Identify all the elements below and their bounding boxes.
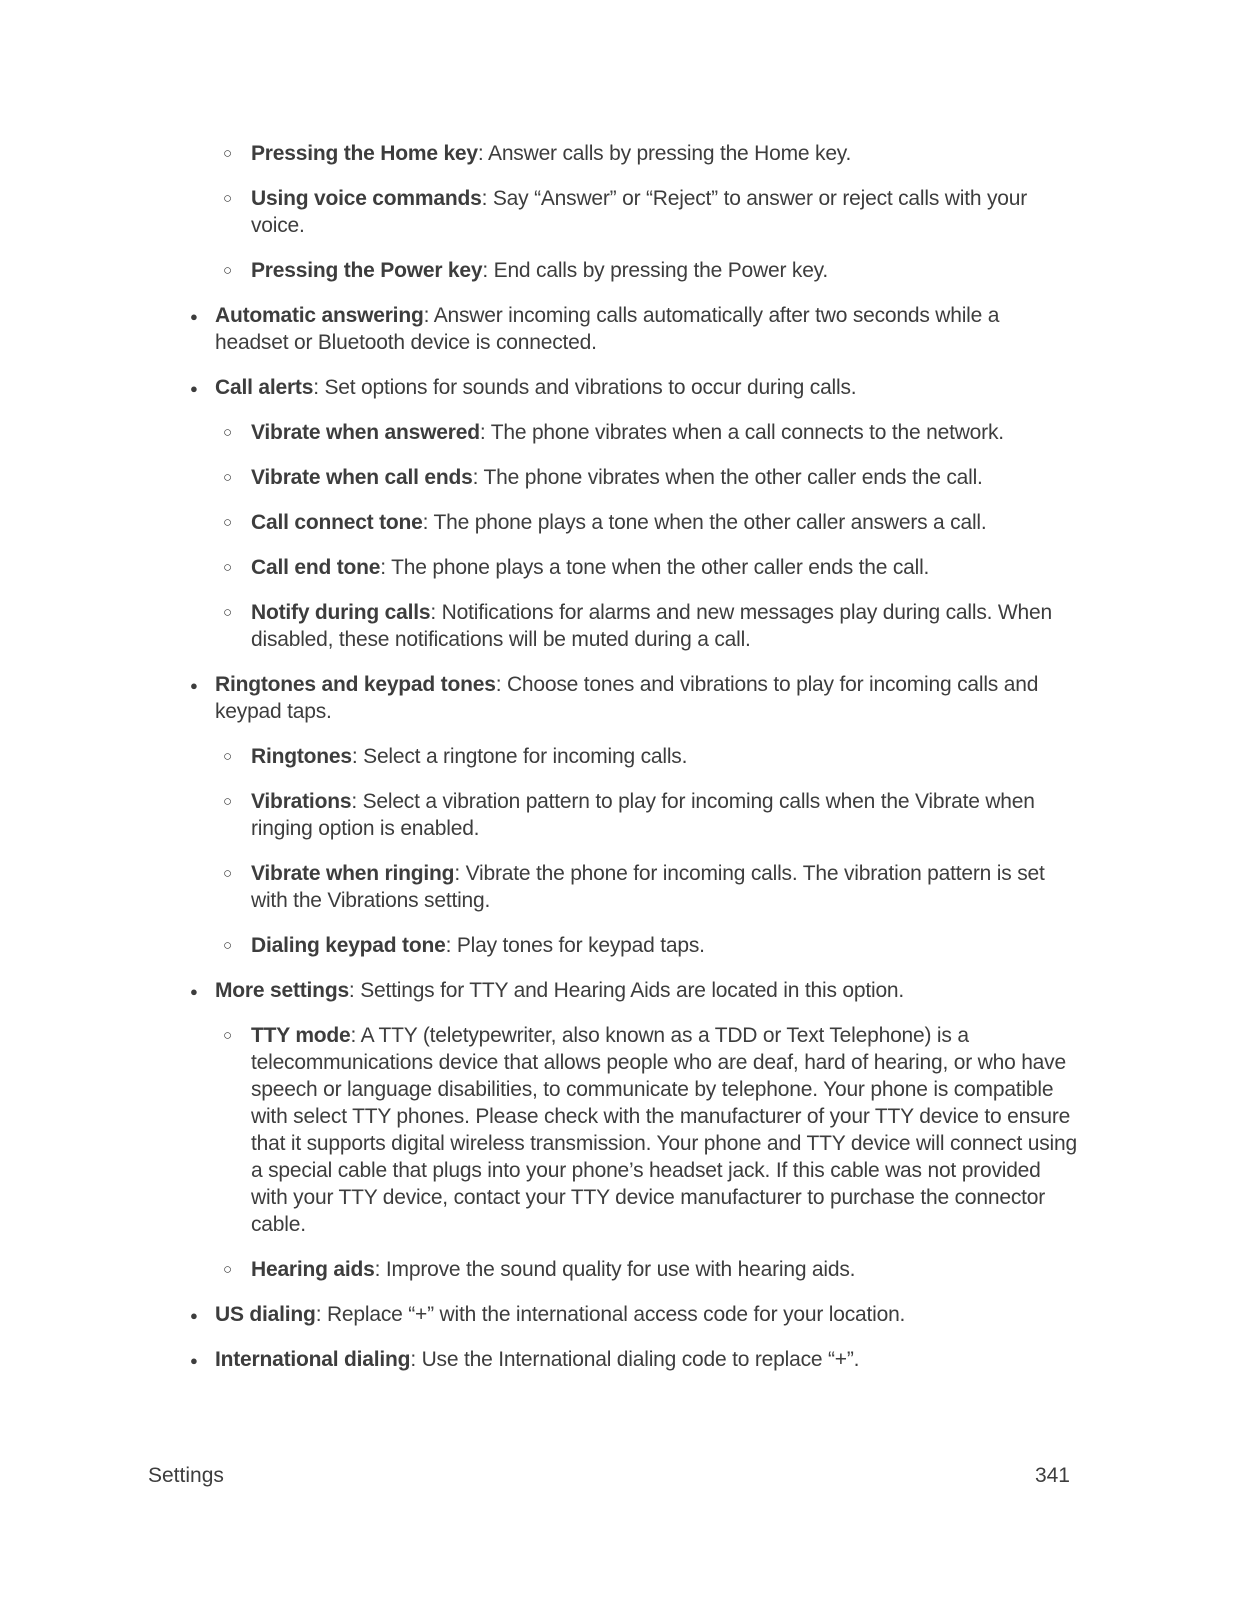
item-term: Ringtones: [251, 745, 352, 768]
list-item-notify-during-calls: [223, 599, 1079, 653]
item-term: International dialing: [215, 1348, 411, 1371]
item-description: : Set options for sounds and vibrations to occur during calls.: [313, 376, 857, 399]
item-term: Call connect tone: [251, 511, 423, 534]
item-term: Using voice commands: [251, 187, 482, 210]
item-description: : Say “Answer” or “Reject” to answer or reject calls with your voice.: [251, 187, 1028, 237]
item-description: : The phone vibrates when a call connects to the network.: [479, 421, 1004, 444]
item-description: : Settings for TTY and Hearing Aids are located in this option.: [348, 979, 905, 1002]
list-item-ringtones: [223, 743, 1079, 770]
hollow-bullet-icon: ○: [223, 514, 232, 531]
list-item-call-end-tone: [223, 554, 1079, 581]
item-description: : Answer calls by pressing the Home key.: [477, 142, 852, 165]
hollow-bullet-icon: ○: [223, 1261, 232, 1278]
list-item-ringtones-and-keypad-tones: [190, 671, 1075, 725]
hollow-bullet-icon: ○: [223, 190, 232, 207]
item-term: TTY mode: [251, 1024, 351, 1047]
item-term: Call end tone: [251, 556, 381, 579]
hollow-bullet-icon: ○: [223, 604, 232, 621]
item-description: : The phone vibrates when the other caller ends the call.: [472, 466, 983, 489]
list-item-vibrate-when-call-ends: [223, 464, 1079, 491]
item-term: US dialing: [215, 1303, 316, 1326]
list-item-pressing-home-key: [223, 140, 1079, 167]
hollow-bullet-icon: ○: [223, 262, 232, 279]
hollow-bullet-icon: ○: [223, 469, 232, 486]
filled-bullet-icon: ●: [190, 984, 198, 999]
list-item-using-voice-commands: [223, 185, 1079, 239]
filled-bullet-icon: ●: [190, 1353, 198, 1368]
item-description: : The phone plays a tone when the other caller answers a call.: [422, 511, 987, 534]
item-description: : Answer incoming calls automatically after two seconds while a headset or Bluetooth device is connected.: [215, 304, 1000, 354]
item-description: : A TTY (teletypewriter, also known as a TDD or Text Telephone) is a telecommunications device that allows people who are deaf, hard of hearing, or who have speech or language disabilities, to communicate by telephone. Your phone is compatible with select TTY phones. Please check with the manufacturer of your TTY device to ensure that it supports digital wireless transmission. Your phone and TTY device will connect using a special cable that plugs into your phone’s headset jack. If this cable was not provided with your TTY device, contact your TTY device manufacturer to purchase the connector cable.: [251, 1024, 1077, 1236]
item-description: : Vibrate the phone for incoming calls. The vibration pattern is set with the Vibrations setting.: [251, 862, 1045, 912]
item-description: : Choose tones and vibrations to play for incoming calls and keypad taps.: [215, 673, 1039, 723]
item-description: : Use the International dialing code to replace “+”.: [410, 1348, 860, 1371]
filled-bullet-icon: ●: [190, 1308, 198, 1323]
list-item-hearing-aids: [223, 1256, 1079, 1283]
item-description: : Select a vibration pattern to play for incoming calls when the Vibrate when ringing option is enabled.: [251, 790, 1035, 840]
hollow-bullet-icon: ○: [223, 559, 232, 576]
item-term: Automatic answering: [215, 304, 424, 327]
item-term: Call alerts: [215, 376, 314, 399]
filled-bullet-icon: ●: [190, 678, 198, 693]
list-item-tty-mode: [223, 1022, 1079, 1238]
item-term: Pressing the Power key: [251, 259, 483, 282]
list-item-automatic-answering: [190, 302, 1075, 356]
hollow-bullet-icon: ○: [223, 748, 232, 765]
item-term: Dialing keypad tone: [251, 934, 446, 957]
item-term: More settings: [215, 979, 349, 1002]
footer-page-number: 341: [1034, 1464, 1070, 1487]
item-term: Ringtones and keypad tones: [215, 673, 496, 696]
item-description: : Play tones for keypad taps.: [445, 934, 705, 957]
item-term: Notify during calls: [251, 601, 431, 624]
item-description: : End calls by pressing the Power key.: [482, 259, 829, 282]
item-description: : Select a ringtone for incoming calls.: [351, 745, 688, 768]
list-item-pressing-power-key: [223, 257, 1079, 284]
list-item-call-alerts: [190, 374, 1075, 401]
hollow-bullet-icon: ○: [223, 145, 232, 162]
filled-bullet-icon: ●: [190, 309, 198, 324]
list-item-call-connect-tone: [223, 509, 1079, 536]
list-item-vibrations: [223, 788, 1079, 842]
hollow-bullet-icon: ○: [223, 793, 232, 810]
item-term: Vibrate when ringing: [251, 862, 455, 885]
hollow-bullet-icon: ○: [223, 424, 232, 441]
item-description: : Notifications for alarms and new messages play during calls. When disabled, these notifications will be muted during a call.: [251, 601, 1052, 651]
filled-bullet-icon: ●: [190, 381, 198, 396]
item-term: Vibrate when call ends: [251, 466, 473, 489]
hollow-bullet-icon: ○: [223, 937, 232, 954]
list-item-vibrate-when-answered: [223, 419, 1079, 446]
hollow-bullet-icon: ○: [223, 865, 232, 882]
item-term: Vibrations: [251, 790, 352, 813]
item-term: Pressing the Home key: [251, 142, 478, 165]
list-item-us-dialing: [190, 1301, 1075, 1328]
settings-list: [0, 140, 1237, 1391]
footer-section-title: Settings: [148, 1464, 224, 1487]
list-item-dialing-keypad-tone: [223, 932, 1079, 959]
list-item-more-settings: [190, 977, 1075, 1004]
item-description: : Replace “+” with the international access code for your location.: [315, 1303, 906, 1326]
item-description: : The phone plays a tone when the other caller ends the call.: [380, 556, 930, 579]
list-item-international-dialing: [190, 1346, 1075, 1373]
item-description: : Improve the sound quality for use with hearing aids.: [374, 1258, 856, 1281]
hollow-bullet-icon: ○: [223, 1027, 232, 1044]
item-term: Hearing aids: [251, 1258, 375, 1281]
item-term: Vibrate when answered: [251, 421, 480, 444]
list-item-vibrate-when-ringing: [223, 860, 1079, 914]
